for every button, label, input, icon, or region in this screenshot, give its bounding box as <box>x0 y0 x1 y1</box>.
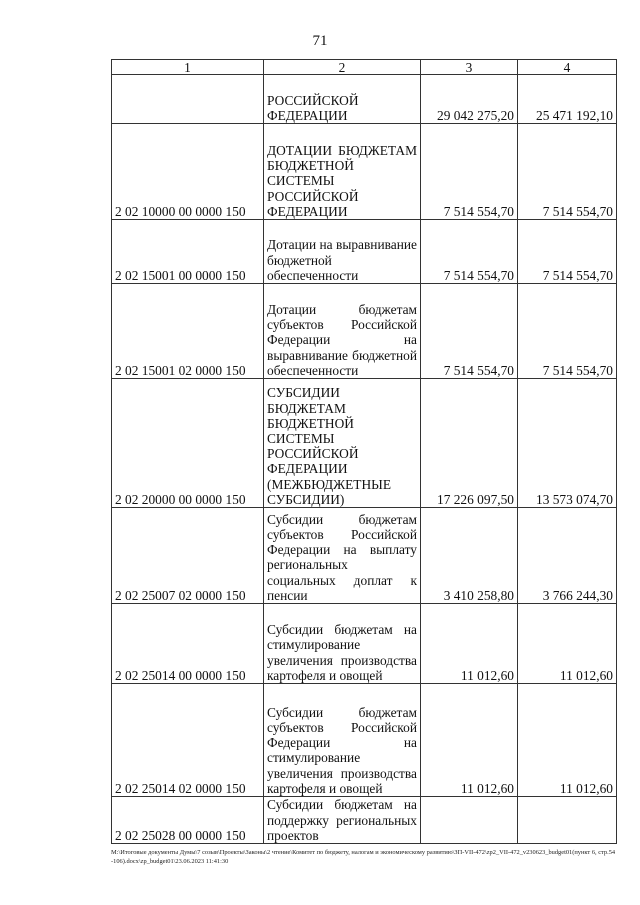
item-name: РОССИЙСКОЙ ФЕДЕРАЦИИ <box>264 75 421 124</box>
value-col3: 11 012,60 <box>421 604 518 684</box>
value-col3: 7 514 554,70 <box>421 124 518 220</box>
budget-code: 2 02 10000 00 0000 150 <box>112 124 264 220</box>
value-col4: 7 514 554,70 <box>518 124 617 220</box>
value-col3 <box>421 797 518 844</box>
value-col4: 7 514 554,70 <box>518 284 617 379</box>
table-row <box>112 508 617 604</box>
value-col3: 29 042 275,20 <box>421 75 518 124</box>
item-name: Субсидии бюджетам на стимулирование увеличения производства картофеля и овощей <box>264 604 421 684</box>
value-col3: 7 514 554,70 <box>421 284 518 379</box>
budget-code: 2 02 15001 00 0000 150 <box>112 220 264 284</box>
budget-code: 2 02 25007 02 0000 150 <box>112 508 264 604</box>
table-row <box>112 797 617 844</box>
value-col4: 13 573 074,70 <box>518 379 617 508</box>
value-col3: 11 012,60 <box>421 684 518 797</box>
table-row <box>112 220 617 284</box>
item-name: Субсидии бюджетам на поддержку региональных проектов <box>264 797 421 844</box>
table-row <box>112 684 617 797</box>
table-row <box>112 284 617 379</box>
value-col3: 3 410 258,80 <box>421 508 518 604</box>
value-col4: 3 766 244,30 <box>518 508 617 604</box>
table-row <box>112 379 617 508</box>
item-name: СУБСИДИИ БЮДЖЕТАМ БЮДЖЕТНОЙ СИСТЕМЫ РОССИЙСКОЙ ФЕДЕРАЦИИ (МЕЖБЮДЖЕТНЫЕ СУБСИДИИ) <box>264 379 421 508</box>
value-col3: 17 226 097,50 <box>421 379 518 508</box>
budget-code: 2 02 15001 02 0000 150 <box>112 284 264 379</box>
column-header-2: 2 <box>264 60 421 75</box>
budget-code: 2 02 25014 00 0000 150 <box>112 604 264 684</box>
budget-table <box>111 59 617 844</box>
column-header-3: 3 <box>421 60 518 75</box>
document-path-footer: M:\Итоговые документы Думы\7 созыв\Проекты\Законы\2 чтение\Комитет по бюджету, налогам и экономическому развитию\ЗП-VII-472\zp2_VII-472_v230623_budget01(пункт 6, стр.54-106).docx\zp_budget01\23.06.2023 11:41:30 <box>111 849 616 865</box>
budget-code: 2 02 20000 00 0000 150 <box>112 379 264 508</box>
item-name: Дотации на выравнивание бюджетной обеспеченности <box>264 220 421 284</box>
table-row <box>112 75 617 124</box>
budget-code <box>112 75 264 124</box>
budget-code: 2 02 25014 02 0000 150 <box>112 684 264 797</box>
value-col4 <box>518 797 617 844</box>
table-row <box>112 124 617 220</box>
page-number: 71 <box>312 33 328 49</box>
column-header-4: 4 <box>518 60 617 75</box>
item-name: Субсидии бюджетам субъектов Российской Федерации на стимулирование увеличения производства картофеля и овощей <box>264 684 421 797</box>
item-name: Дотации бюджетам субъектов Российской Федерации на выравнивание бюджетной обеспеченности <box>264 284 421 379</box>
value-col4: 25 471 192,10 <box>518 75 617 124</box>
budget-code: 2 02 25028 00 0000 150 <box>112 797 264 844</box>
value-col3: 7 514 554,70 <box>421 220 518 284</box>
item-name: ДОТАЦИИ БЮДЖЕТАМ БЮДЖЕТНОЙ СИСТЕМЫ РОССИЙСКОЙ ФЕДЕРАЦИИ <box>264 124 421 220</box>
value-col4: 11 012,60 <box>518 604 617 684</box>
table-row <box>112 604 617 684</box>
column-header-1: 1 <box>112 60 264 75</box>
table-header-row <box>112 60 617 75</box>
value-col4: 11 012,60 <box>518 684 617 797</box>
value-col4: 7 514 554,70 <box>518 220 617 284</box>
item-name: Субсидии бюджетам субъектов Российской Федерации на выплату региональных социальных доплат к пенсии <box>264 508 421 604</box>
